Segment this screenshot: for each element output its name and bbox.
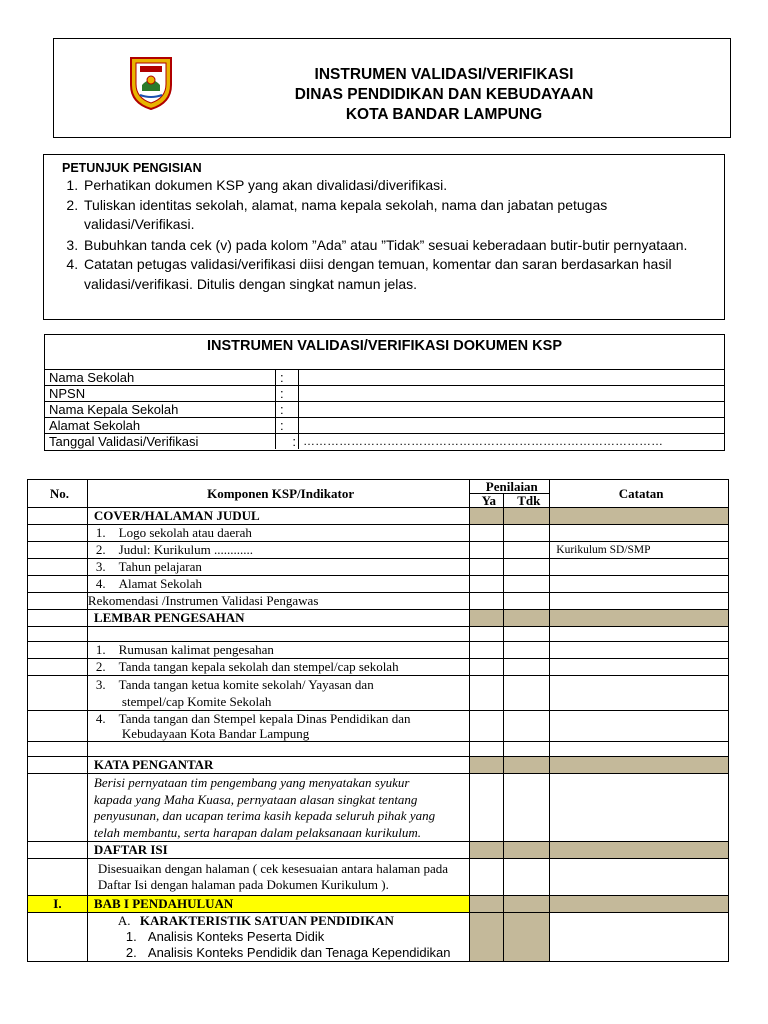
date-field[interactable]: ……………………………………………………………………………… xyxy=(299,434,725,450)
table-row xyxy=(28,525,729,542)
table-header-row xyxy=(28,480,729,494)
table-row xyxy=(28,913,729,962)
col-komponen: Komponen KSP/Indikator xyxy=(87,480,469,508)
label-npsn: NPSN xyxy=(45,386,276,402)
table-row xyxy=(28,542,729,559)
table-row xyxy=(28,627,729,642)
table-row xyxy=(28,774,729,842)
note-cell[interactable] xyxy=(550,525,729,542)
subsection-title: A. KARAKTERISTIK SATUAN PENDIDIKAN xyxy=(117,913,394,928)
check-tdk[interactable] xyxy=(504,542,550,559)
indicator: 4. Alamat Sekolah xyxy=(87,576,469,593)
instructions-box xyxy=(43,154,725,320)
header-line-3: KOTA BANDAR LAMPUNG xyxy=(345,106,543,123)
indicator: 1. Rumusan kalimat pengesahan xyxy=(87,642,469,659)
col-tdk: Tdk xyxy=(504,494,550,508)
identity-row-principal xyxy=(45,402,724,418)
npsn-field[interactable] xyxy=(299,386,725,402)
table-row xyxy=(28,508,729,525)
instruction-item: 3. Bubuhkan tanda cek (v) pada kolom ”Ada” atau ”Tidak” sesuai keberadaan butir-butir pernyataan. xyxy=(82,235,692,256)
col-no: No. xyxy=(28,480,88,508)
table-row xyxy=(28,559,729,576)
col-penilaian: Penilaian xyxy=(470,480,550,494)
identity-row-school xyxy=(45,370,724,386)
col-ya: Ya xyxy=(470,494,504,508)
indicator: 4. Tanda tangan dan Stempel kepala Dinas Pendidikan dan Kebudayaan Kota Bandar Lampung xyxy=(87,711,469,742)
indicator: Berisi pernyataan tim pengembang yang menyatakan syukur kapada yang Maha Kuasa, pernyataan alasan singkat tentang penyusunan, dan ucapan terima kasih kepada seluruh pihak yang telah membantu, serta harapan dalam pelaksanaan kurikulum. xyxy=(87,774,469,842)
check-ya[interactable] xyxy=(470,542,504,559)
indicator: Disesuaikan dengan halaman ( cek kesesuaian antara halaman pada Daftar Isi dengan halaman pada Dokumen Kurikulum ). xyxy=(87,859,469,896)
indicator: 3. Tahun pelajaran xyxy=(87,559,469,576)
indicator: Rekomendasi /Instrumen Validasi Pengawas xyxy=(87,593,469,610)
check-ya[interactable] xyxy=(470,525,504,542)
table-row xyxy=(28,576,729,593)
label-school-name: Nama Sekolah xyxy=(45,370,276,386)
section-bab1: BAB I PENDAHULUAN xyxy=(87,896,469,913)
header-line-1: INSTRUMEN VALIDASI/VERIFIKASI xyxy=(314,66,574,83)
indicator: 3. Tanda tangan ketua komite sekolah/ Yayasan dan stempel/cap Komite Sekolah xyxy=(87,676,469,711)
sep: : xyxy=(276,402,299,418)
note-cell[interactable]: Kurikulum SD/SMP xyxy=(550,542,729,559)
table-row xyxy=(28,757,729,774)
bab-number: I. xyxy=(28,896,88,913)
section-pengantar: KATA PENGANTAR xyxy=(87,757,469,774)
instruction-item: 4. Catatan petugas validasi/verifikasi diisi dengan temuan, komentar dan saran berdasarkan hasil validasi/verifikasi. Ditulis dengan singkat namun jelas. xyxy=(82,255,692,294)
table-row xyxy=(28,842,729,859)
principal-field[interactable] xyxy=(299,402,725,418)
ksp-table xyxy=(27,479,729,962)
table-row xyxy=(28,593,729,610)
identity-title: INSTRUMEN VALIDASI/VERIFIKASI DOKUMEN KSP xyxy=(206,338,562,354)
header-line-2: DINAS PENDIDIKAN DAN KEBUDAYAAN xyxy=(294,86,594,103)
identity-row-address xyxy=(45,418,724,434)
table-row xyxy=(28,610,729,627)
table-row xyxy=(28,659,729,676)
table-row xyxy=(28,859,729,896)
col-catatan: Catatan xyxy=(550,480,729,508)
identity-table xyxy=(45,369,724,449)
section-daftar-isi: DAFTAR ISI xyxy=(87,842,469,859)
table-row xyxy=(28,742,729,757)
section-pengesahan: LEMBAR PENGESAHAN xyxy=(87,610,469,627)
school-name-field[interactable] xyxy=(299,370,725,386)
instruction-item: 1. Perhatikan dokumen KSP yang akan divalidasi/diverifikasi. xyxy=(82,176,692,196)
indicator: 1. Logo sekolah atau daerah xyxy=(87,525,469,542)
indicator: A. KARAKTERISTIK SATUAN PENDIDIKAN 1. Analisis Konteks Peserta Didik 2. Analisis Konteks Pendidik dan Tenaga Kependidikan xyxy=(87,913,469,962)
address-field[interactable] xyxy=(299,418,725,434)
indicator: 2. Judul: Kurikulum ............ xyxy=(87,542,469,559)
identity-row-npsn xyxy=(45,386,724,402)
sep: : xyxy=(276,370,299,386)
instructions-title: PETUNJUK PENGISIAN xyxy=(62,161,202,175)
city-logo-icon xyxy=(128,55,174,111)
identity-row-date xyxy=(45,434,724,450)
check-tdk[interactable] xyxy=(504,525,550,542)
section-cover: COVER/HALAMAN JUDUL xyxy=(87,508,469,525)
instruction-item: 2. Tuliskan identitas sekolah, alamat, nama kepala sekolah, nama dan jabatan petugas validasi/Verifikasi. xyxy=(82,196,692,235)
sep: : xyxy=(276,418,299,434)
table-row xyxy=(28,642,729,659)
label-address: Alamat Sekolah xyxy=(45,418,276,434)
table-row xyxy=(28,896,729,913)
indicator: 2. Tanda tangan kepala sekolah dan stempel/cap sekolah xyxy=(87,659,469,676)
identity-box xyxy=(44,334,725,451)
table-row xyxy=(28,676,729,711)
instructions-list xyxy=(44,176,692,294)
table-row xyxy=(28,711,729,742)
label-date: Tanggal Validasi/Verifikasi xyxy=(45,434,276,450)
label-principal: Nama Kepala Sekolah xyxy=(45,402,276,418)
sep: : xyxy=(276,386,299,402)
sep: : xyxy=(276,434,299,450)
